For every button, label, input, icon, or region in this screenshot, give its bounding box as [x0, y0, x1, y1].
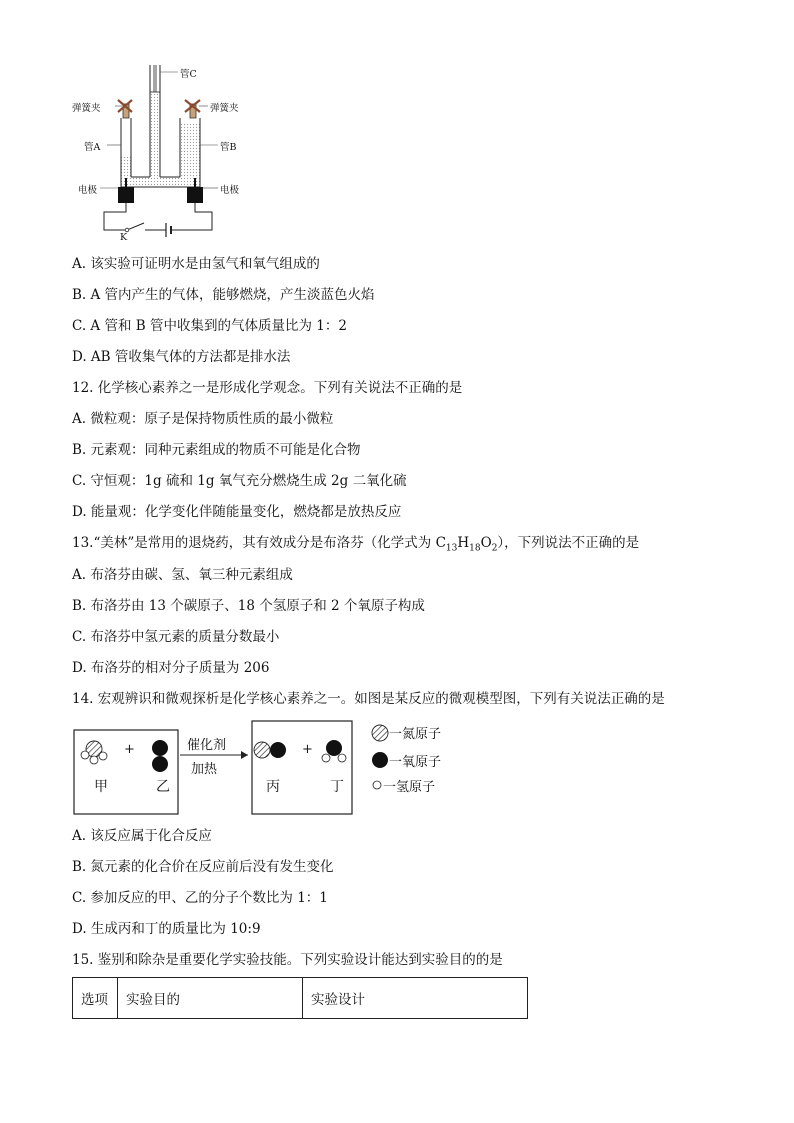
q12-option-c: C. 守恒观：1g 硫和 1g 氧气充分燃烧生成 2g 二氧化硫	[72, 473, 407, 489]
plus-sign-right: +	[302, 742, 313, 757]
hydrogen-atom-icon	[90, 756, 98, 764]
label-electrode-right: 电极	[220, 185, 240, 196]
formula-c-sub: 13	[445, 543, 458, 554]
q14-stem: 14. 宏观辨识和微观探析是化学核心素养之一。如图是某反应的微观模型图，下列有关说法正确的是	[72, 691, 665, 707]
q14-option-c: C. 参加反应的甲、乙的分子个数比为 1：1	[72, 890, 328, 906]
q13-stem-before: 13.“美林”是常用的退烧药，其有效成分是布洛芬（化学式为	[72, 535, 436, 551]
oxygen-atom-icon	[152, 756, 168, 772]
label-ding: 丁	[330, 779, 344, 795]
q13-option-a: A. 布洛芬由碳、氢、氧三种元素组成	[72, 567, 293, 583]
hydrogen-atom-icon	[99, 752, 107, 760]
q15-stem: 15. 鉴别和除杂是重要化学实验技能。下列实验设计能达到实验目的的是	[72, 952, 503, 968]
q12-option-d: D. 能量观：化学变化伴随能量变化，燃烧都是放热反应	[72, 504, 402, 520]
q12-option-a: A. 微粒观：原子是保持物质性质的最小微粒	[72, 411, 334, 427]
hydrogen-atom-icon	[322, 754, 330, 762]
hydrogen-atom-icon	[81, 751, 89, 759]
q11-option-a: A. 该实验可证明水是由氢气和氧气组成的	[72, 256, 320, 272]
label-tube-a: 管A	[84, 142, 101, 153]
legend-hydrogen-label: 一氢原子	[383, 780, 436, 795]
label-electrode-left: 电极	[78, 185, 98, 196]
nitrogen-atom-icon	[254, 742, 270, 758]
formula-c: C	[435, 535, 446, 551]
electrolysis-diagram	[72, 60, 272, 245]
q13-stem	[72, 534, 639, 552]
formula-h-sub: 18	[469, 543, 481, 554]
label-tube-c: 管C	[180, 69, 197, 80]
label-clamp-left: 弹簧夹	[72, 103, 101, 114]
label-bing: 丙	[266, 779, 280, 795]
table-header-option: 选项	[73, 978, 118, 1019]
label-jia: 甲	[94, 779, 108, 795]
plus-sign-left: +	[124, 742, 135, 757]
products-box	[252, 721, 352, 814]
q15-options-table	[72, 977, 528, 1019]
oxygen-atom-icon	[270, 742, 286, 758]
legend-oxygen-label: 一氧原子	[389, 755, 442, 770]
electrolysis-apparatus	[72, 60, 272, 245]
q11-option-c: C. A 管和 B 管中收集到的气体质量比为 1：2	[72, 318, 347, 334]
label-clamp-right: 弹簧夹	[210, 103, 239, 114]
legend-nitrogen-icon	[372, 725, 388, 741]
q12-option-b: B. 元素观：同种元素组成的物质不可能是化合物	[72, 442, 361, 458]
q14-option-b: B. 氮元素的化合价在反应前后没有发生变化	[72, 859, 334, 875]
q13-stem-after: ），下列说法不正确的是	[497, 535, 640, 551]
label-switch-k: K	[120, 232, 128, 243]
q11-option-b: B. A 管内产生的气体，能够燃烧，产生淡蓝色火焰	[72, 287, 375, 303]
legend-oxygen-icon	[372, 752, 388, 768]
reaction-model-diagram	[72, 718, 462, 818]
legend-hydrogen-icon	[373, 781, 381, 789]
oxygen-atom-icon	[152, 740, 168, 756]
formula-h: H	[457, 535, 470, 551]
q13-option-b: B. 布洛芬由 13 个碳原子、18 个氢原子和 2 个氧原子构成	[72, 598, 425, 614]
q12-stem: 12. 化学核心素养之一是形成化学观念。下列有关说法不正确的是	[72, 380, 463, 396]
q14-option-d: D. 生成丙和丁的质量比为 10:9	[72, 921, 261, 937]
table-header-row	[73, 978, 528, 1019]
legend-nitrogen-label: 一氮原子	[389, 727, 442, 742]
label-yi: 乙	[156, 779, 170, 795]
oxygen-atom-icon	[326, 740, 342, 756]
formula-o: O	[480, 535, 492, 551]
table-header-design: 实验设计	[303, 978, 528, 1019]
label-tube-b: 管B	[220, 142, 237, 153]
q13-option-d: D. 布洛芬的相对分子质量为 206	[72, 660, 270, 676]
formula-o-sub: 2	[491, 543, 498, 554]
table-header-purpose: 实验目的	[118, 978, 303, 1019]
hydrogen-atom-icon	[338, 754, 346, 762]
condition-catalyst: 催化剂	[187, 738, 227, 753]
q11-option-d: D. AB 管收集气体的方法都是排水法	[72, 349, 291, 365]
q14-option-a: A. 该反应属于化合反应	[72, 828, 212, 844]
condition-heat: 加热	[191, 762, 218, 777]
q13-option-c: C. 布洛芬中氢元素的质量分数最小	[72, 629, 280, 645]
